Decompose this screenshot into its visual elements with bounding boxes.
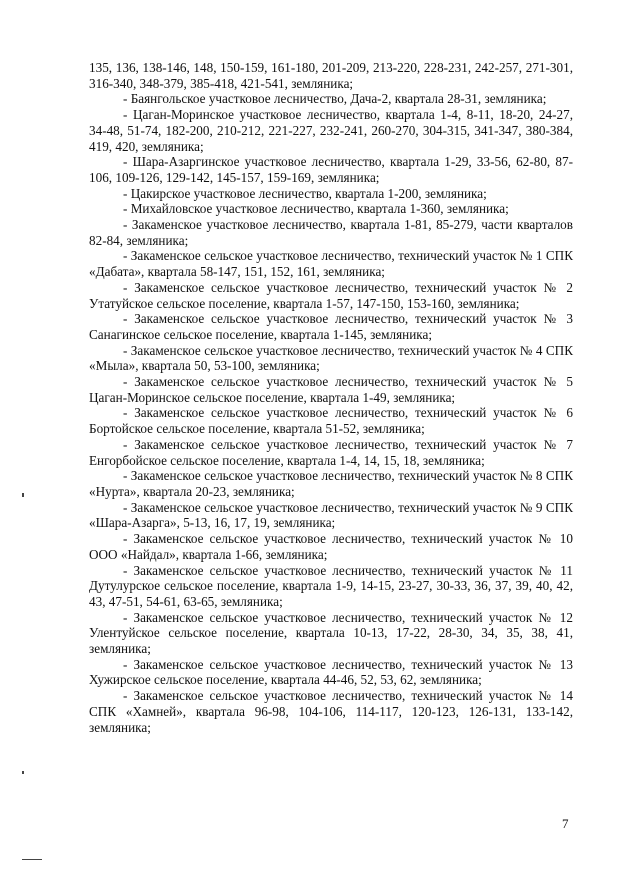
paragraph-section-3: - Закаменское сельское участковое лесничество, технический участок № 3 Санагинское сельское поселение, квартала 1-145, земляника; (89, 311, 573, 342)
margin-scan-mark (22, 493, 24, 497)
paragraph-section-9: - Закаменское сельское участковое лесничество, технический участок № 9 СПК «Шара-Азарга», 5-13, 16, 17, 19, земляника; (89, 499, 573, 531)
paragraph-continuation: 135, 136, 138-146, 148, 150-159, 161-180, 201-209, 213-220, 228-231, 242-257, 271-301, 316-340, 348-379, 385-418, 421-541, земляника; (89, 60, 573, 91)
paragraph-tsagan-morin: - Цаган-Моринское участковое лесничество, квартала 1-4, 8-11, 18-20, 24-27, 34-48, 51-74, 182-200, 210-212, 221-227, 232-241, 260-270, 304-315, 341-347, 380-384, 419, 420, земляника; (89, 107, 573, 154)
margin-scan-mark (22, 771, 24, 774)
paragraph-section-7: - Закаменское сельское участковое лесничество, технический участок № 7 Енгорбойское сельское поселение, квартала 1-4, 14, 15, 18, земляника; (89, 436, 573, 468)
document-body (89, 60, 573, 735)
paragraph-tsakir: - Цакирское участковое лесничество, квартала 1-200, земляника; (123, 185, 487, 201)
paragraph-section-14: - Закаменское сельское участковое лесничество, технический участок № 14 СПК «Хамней», квартала 96-98, 104-106, 114-117, 120-123, 126-131, 133-142, земляника; (89, 688, 573, 735)
paragraph-section-5: - Закаменское сельское участковое лесничество, технический участок № 5 Цаган-Моринское сельское поселение, квартала 1-49, земляника; (89, 374, 573, 405)
paragraph-zakamenskoe: - Закаменское участковое лесничество, квартала 1-81, 85-279, части кварталов 82-84, земляника; (89, 217, 573, 248)
paragraph-section-4: - Закаменское сельское участковое лесничество, технический участок № 4 СПК «Мыла», квартала 50, 53-100, земляника; (89, 342, 573, 374)
paragraph-section-6: - Закаменское сельское участковое лесничество, технический участок № 6 Бортойское сельское поселение, квартала 51-52, земляника; (89, 405, 573, 437)
paragraph-section-2: - Закаменское сельское участковое лесничество, технический участок № 2 Утатуйское сельское поселение, квартала 1-57, 147-150, 153-160, земляника; (89, 279, 573, 311)
page-number: 7 (562, 816, 569, 831)
paragraph-section-13: - Закаменское сельское участковое лесничество, технический участок № 13 Хужирское сельское поселение, квартала 44-46, 52, 53, 62, земляника; (89, 656, 573, 688)
paragraph-section-8: - Закаменское сельское участковое лесничество, технический участок № 8 СПК «Нурта», квартала 20-23, земляника; (89, 468, 573, 499)
paragraph-section-1: - Закаменское сельское участковое лесничество, технический участок № 1 СПК «Дабата», квартала 58-147, 151, 152, 161, земляника; (89, 248, 573, 280)
paragraph-bayangol: - Баянгольское участковое лесничество, Дача-2, квартала 28-31, земляника; (123, 91, 547, 107)
paragraph-shara-azarga: - Шара-Азаргинское участковое лесничество, квартала 1-29, 33-56, 62-80, 87-106, 109-126, 129-142, 145-157, 159-169, земляника; (89, 154, 573, 185)
margin-scan-line (22, 859, 42, 860)
paragraph-section-11: - Закаменское сельское участковое лесничество, технический участок № 11 Дутулурское сельское поселение, квартала 1-9, 14-15, 23-27, 30-33, 36, 37, 39, 40, 42, 43, 47-51, 54-61, 63-65, земляника; (89, 562, 573, 609)
paragraph-section-12: - Закаменское сельское участковое лесничество, технический участок № 12 Улентуйское сельское поселение, квартала 10-13, 17-22, 28-30, 34, 35, 38, 41, земляника; (89, 609, 573, 657)
paragraph-mikhailovskoe: - Михайловское участковое лесничество, квартала 1-360, земляника; (123, 201, 509, 217)
paragraph-section-10: - Закаменское сельское участковое лесничество, технический участок № 10 ООО «Найдал», квартала 1-66, земляника; (89, 531, 573, 562)
